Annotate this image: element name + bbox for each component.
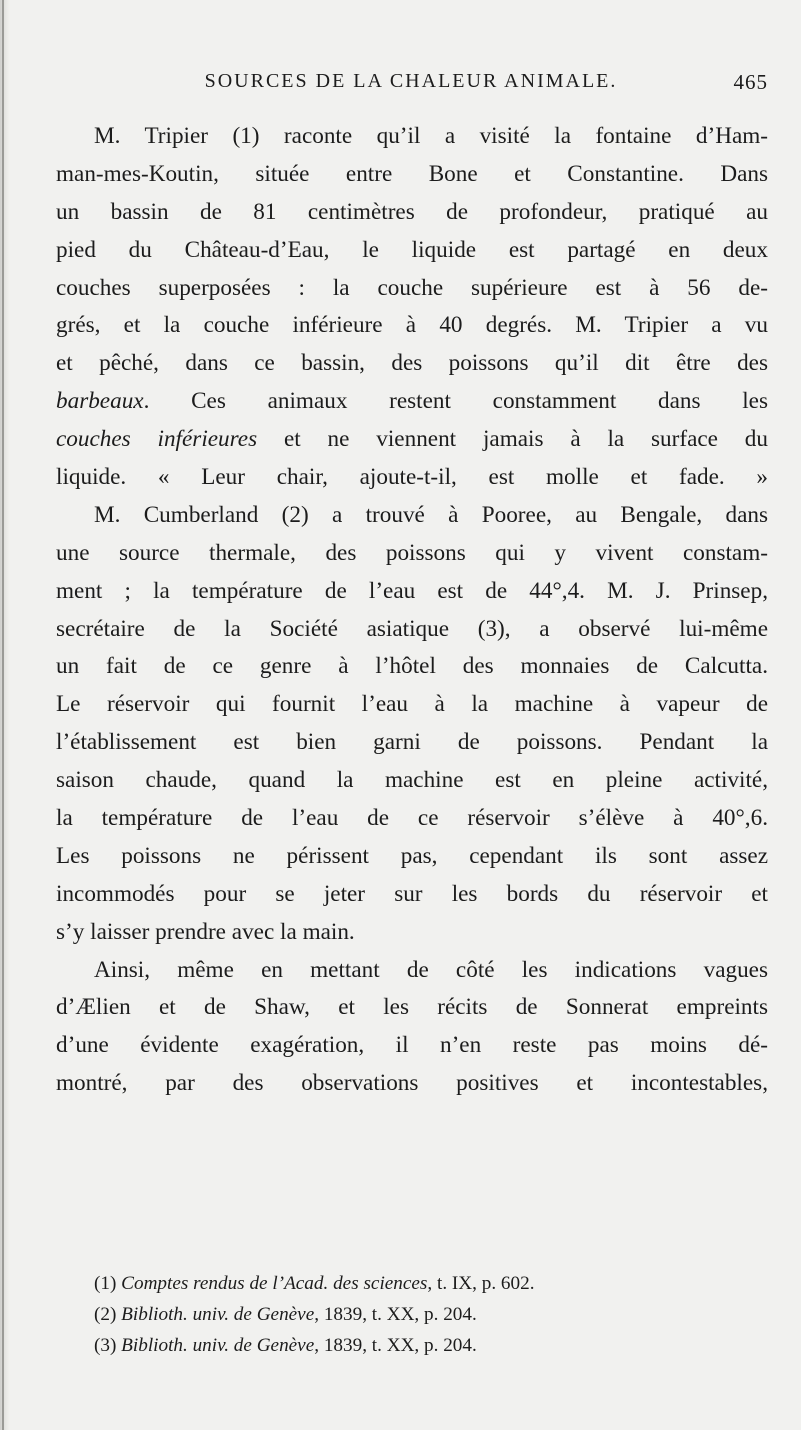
footnote-ref: , 1839, t. XX, p. 204. — [314, 1304, 477, 1325]
text-line: ment ; la température de l’eau est de 44°,4. M. J. Prinsep, — [56, 577, 768, 604]
running-head: SOURCES DE LA CHALEUR ANIMALE. — [204, 70, 618, 92]
text-line: incommodés pour se jeter sur les bords du réservoir et — [56, 880, 768, 907]
text-line: une source thermale, des poissons qui y vivent constam- — [56, 539, 768, 566]
italic-term: couches inférieures — [56, 426, 258, 453]
text-line: un fait de ce genre à l’hôtel des monnaies de Calcutta. — [56, 653, 768, 680]
text-line: saison chaude, quand la machine est en pleine activité, — [56, 767, 768, 794]
text-line: un bassin de 81 centimètres de profondeur, pratiqué au — [56, 198, 768, 225]
text-line: M. Cumberland (2) a trouvé à Pooree, au Bengale, dans — [94, 501, 768, 528]
text-line: la température de l’eau de ce réservoir s’élève à 40°,6. — [56, 805, 768, 832]
footnote — [56, 1299, 768, 1330]
italic-term: barbeaux — [56, 388, 144, 415]
page-binding-edge — [2, 0, 4, 1430]
text-line: Les poissons ne périssent pas, cependant ils sont assez — [56, 842, 768, 869]
footnote-ref: , t. IX, p. 602. — [427, 1273, 535, 1294]
text-line — [56, 421, 768, 459]
footnote-marker: (3) — [94, 1335, 117, 1356]
text-line: grés, et la couche inférieure à 40 degrés. M. Tripier a vu — [56, 312, 768, 339]
footnotes — [56, 1268, 768, 1361]
text-fragment: et ne viennent jamais à la surface du — [257, 426, 768, 453]
text-line: d’une évidente exagération, il n’en reste pas moins dé- — [56, 1032, 768, 1059]
page-header — [54, 70, 768, 104]
footnote-source: Biblioth. univ. de Genève — [121, 1304, 315, 1325]
text-line: secrétaire de la Société asiatique (3), a observé lui-même — [56, 615, 768, 642]
footnote-marker: (1) — [94, 1273, 117, 1294]
footnote-ref: , 1839, t. XX, p. 204. — [314, 1335, 477, 1356]
footnote-source: Comptes rendus de l’Acad. des sciences — [121, 1273, 428, 1294]
text-line: pied du Château-d’Eau, le liquide est partagé en deux — [56, 236, 768, 263]
text-line: d’Ælien et de Shaw, et les récits de Sonnerat empreints — [56, 994, 768, 1021]
text-line: Le réservoir qui fournit l’eau à la machine à vapeur de — [56, 691, 768, 718]
text-line: et pêché, dans ce bassin, des poissons qu’il dit être des — [56, 350, 768, 377]
text-line: couches superposées : la couche supérieure est à 56 de- — [56, 274, 768, 301]
text-line: man-mes-Koutin, située entre Bone et Constantine. Dans — [56, 160, 768, 187]
text-line: l’établissement est bien garni de poissons. Pendant la — [56, 729, 768, 756]
footnote — [56, 1268, 768, 1299]
text-fragment: . Ces animaux restent constamment dans les — [143, 388, 768, 415]
text-line: montré, par des observations positives et incontestables, — [56, 1070, 768, 1097]
footnote-source: Biblioth. univ. de Genève — [121, 1335, 315, 1356]
text-line: liquide. « Leur chair, ajoute-t-il, est molle et fade. » — [56, 464, 768, 491]
text-line: s’y laisser prendre avec la main. — [56, 918, 355, 945]
footnote-marker: (2) — [94, 1304, 117, 1325]
text-line: Ainsi, même en mettant de côté les indications vagues — [94, 956, 768, 983]
page-number: 465 — [733, 70, 768, 94]
body-text — [56, 118, 768, 1103]
text-line: M. Tripier (1) raconte qu’il a visité la fontaine d’Ham- — [94, 123, 768, 149]
footnote — [56, 1330, 768, 1361]
text-line — [56, 383, 768, 421]
